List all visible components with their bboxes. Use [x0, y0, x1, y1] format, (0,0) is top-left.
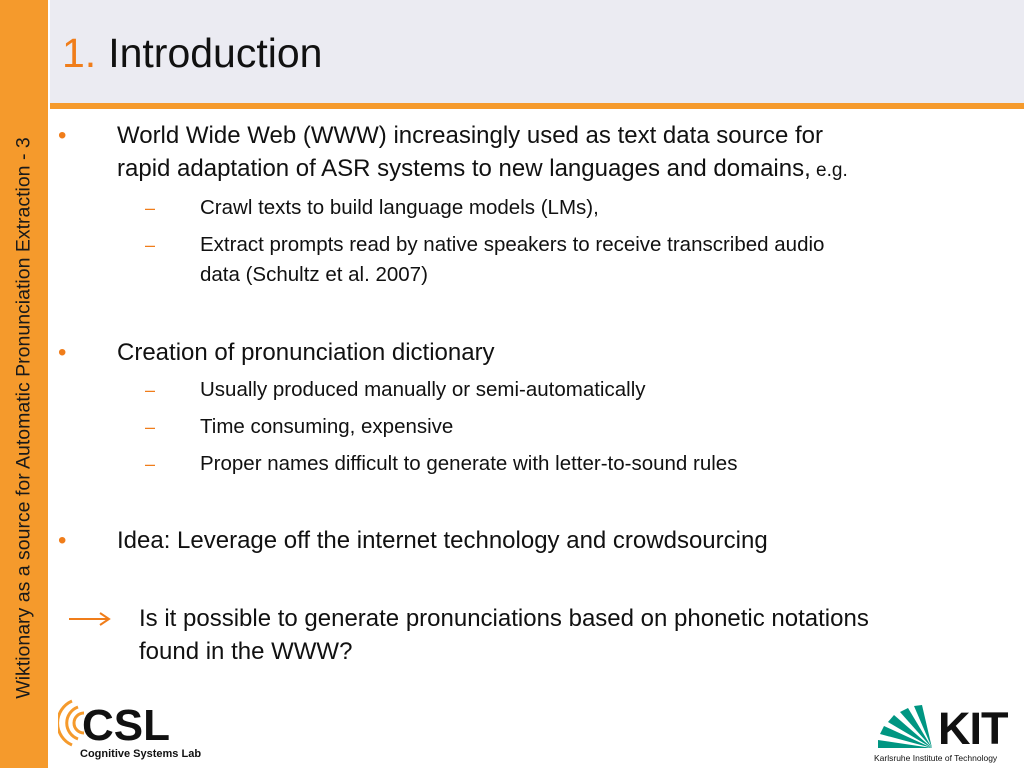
bullet-1-line-1: World Wide Web (WWW) increasingly used as text data source for	[117, 122, 824, 149]
kit-logo-text: KIT	[938, 703, 1008, 754]
bullet-1-line-2-text: rapid adaptation of ASR systems to new languages and domains,	[117, 155, 811, 182]
question-line-2: found in the WWW?	[139, 638, 353, 665]
sub-item-1-2-line-2: data (Schultz et al. 2007)	[200, 263, 428, 286]
kit-caption: Karlsruhe Institute of Technology	[874, 753, 998, 763]
sub-item-2-3: Proper names difficult to generate with letter-to-sound rules	[200, 452, 738, 475]
bullet-3-line-1: Idea: Leverage off the internet technology and crowdsourcing	[117, 527, 768, 554]
csl-logo-text: CSL	[82, 701, 170, 750]
dash-icon: –	[145, 454, 156, 474]
title-number: 1.	[62, 30, 97, 76]
sub-item-2-1: Usually produced manually or semi-automatically	[200, 378, 646, 401]
sub-item-1-1: Crawl texts to build language models (LMs),	[200, 196, 599, 219]
sub-item-2-2: Time consuming, expensive	[200, 415, 454, 438]
bullet-1-line-2	[117, 152, 848, 187]
dash-icon: –	[145, 380, 156, 400]
bullet-2-line-1: Creation of pronunciation dictionary	[117, 339, 495, 366]
dash-icon: –	[145, 235, 156, 255]
csl-caption: Cognitive Systems Lab	[80, 748, 202, 760]
title-underline	[50, 103, 1024, 109]
dash-icon: –	[145, 198, 156, 218]
title-text: Introduction	[108, 30, 323, 76]
bullet-icon: •	[58, 527, 67, 554]
sidebar-label: Wiktionary as a source for Automatic Pronunciation Extraction - 3	[12, 137, 35, 699]
bullet-icon: •	[58, 122, 67, 149]
kit-logo-mark	[876, 704, 936, 750]
question-line-1: Is it possible to generate pronunciations based on phonetic notations	[139, 605, 869, 632]
sidebar-divider	[48, 0, 50, 768]
sub-item-1-2-line-1: Extract prompts read by native speakers to receive transcribed audio	[200, 233, 825, 256]
bullet-1-eg: e.g.	[810, 160, 848, 181]
bullet-icon: •	[58, 339, 67, 366]
arrow-right-icon	[68, 608, 112, 630]
slide-title	[62, 30, 322, 77]
dash-icon: –	[145, 417, 156, 437]
csl-logo	[58, 695, 218, 751]
sidebar-band	[0, 0, 48, 768]
